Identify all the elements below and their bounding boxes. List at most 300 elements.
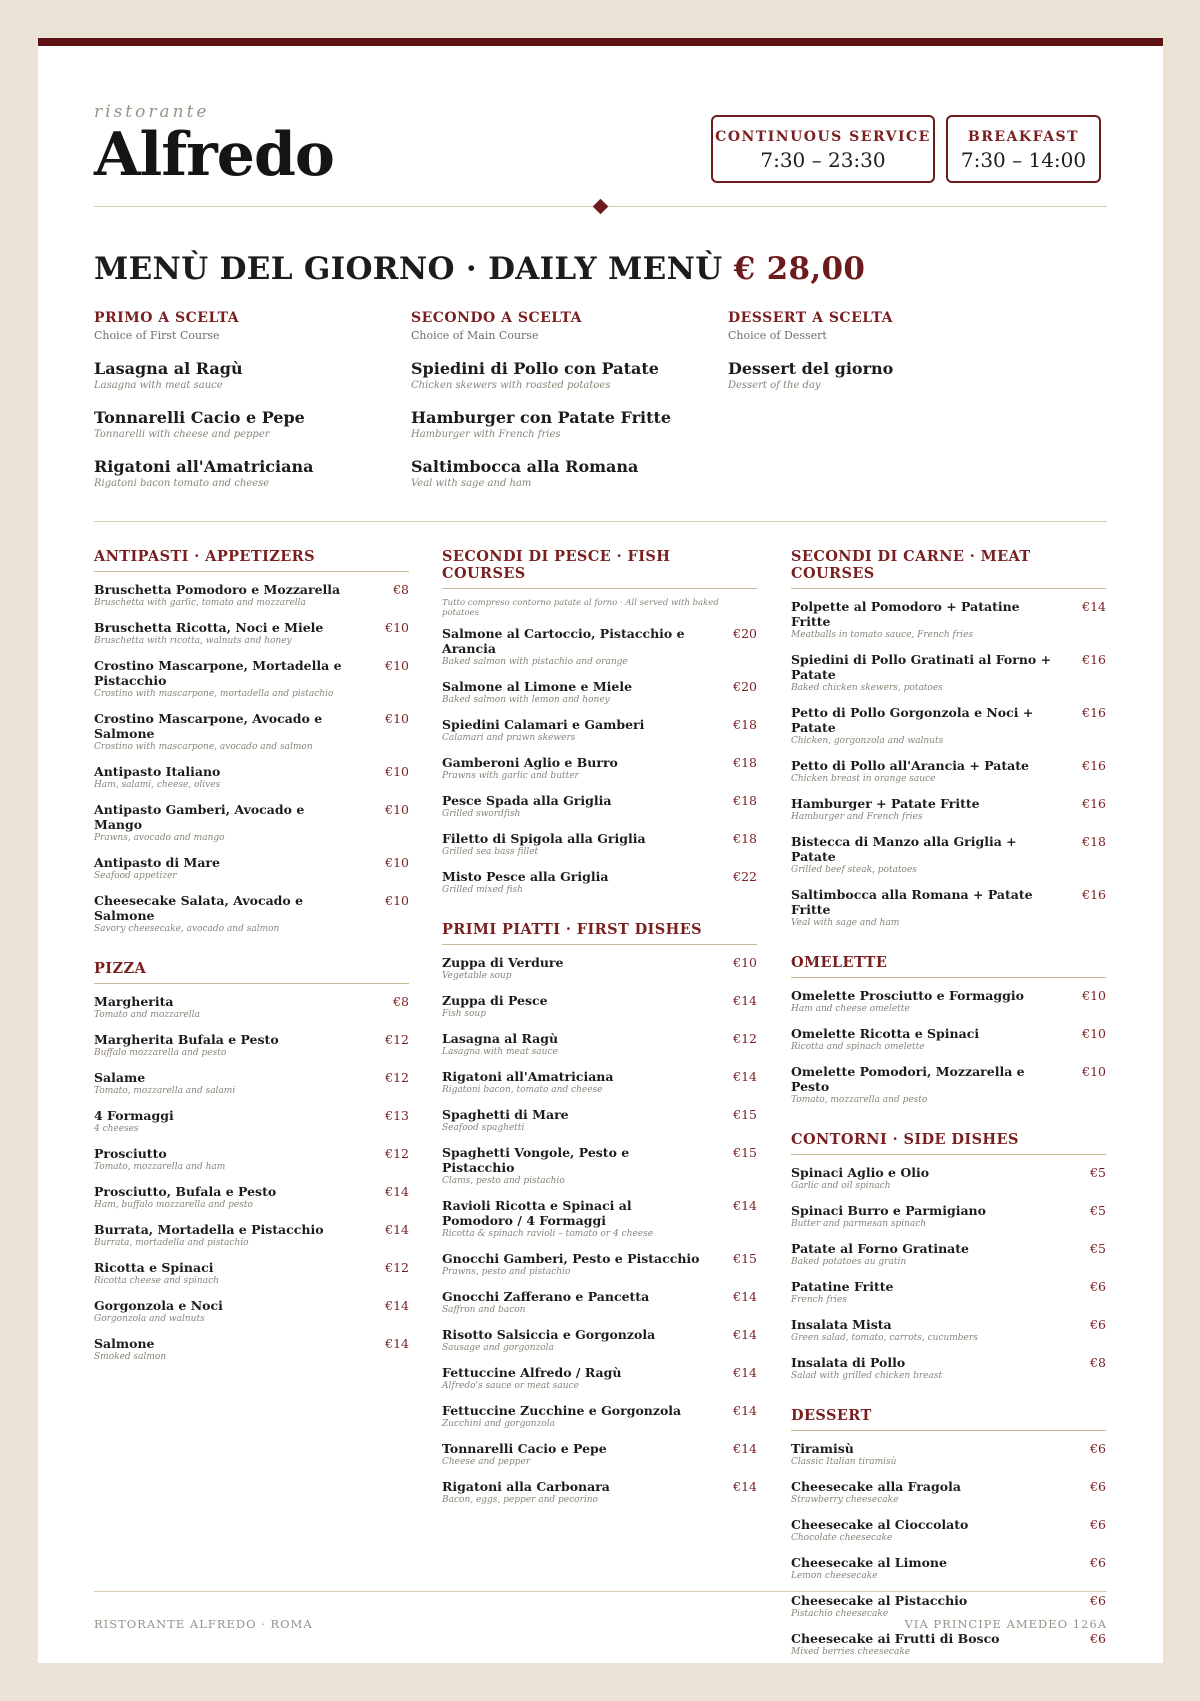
menu-item-price: €20 xyxy=(733,679,757,694)
section-title: DESSERT xyxy=(791,1407,1106,1431)
hours-label: BREAKFAST xyxy=(967,129,1080,145)
menu-item xyxy=(94,1032,409,1059)
menu-item-price: €14 xyxy=(385,1336,409,1351)
menu-item-price: €10 xyxy=(385,658,409,673)
menu-item-name: Spaghetti di Mare xyxy=(442,1107,569,1122)
menu-item xyxy=(94,1184,409,1211)
menu-item-text xyxy=(791,652,1053,694)
daily-dish xyxy=(94,359,414,391)
menu-item-price: €10 xyxy=(1082,1064,1106,1079)
menu-item-description: Ricotta cheese and spinach xyxy=(94,1276,219,1286)
menu-item xyxy=(442,1479,757,1506)
menu-item-description: Prawns, pesto and pistachio xyxy=(442,1267,571,1277)
menu-item-price: €15 xyxy=(733,1145,757,1160)
menu-item-price: €16 xyxy=(1082,796,1106,811)
daily-column-heading: SECONDO A SCELTA xyxy=(411,310,583,326)
menu-section xyxy=(442,921,757,1506)
menu-item-name: Spiedini di Pollo Gratinati al Forno + Patate xyxy=(791,652,1052,682)
menu-item-description: Prawns, avocado and mango xyxy=(94,833,225,843)
daily-dish xyxy=(411,359,731,391)
menu-item xyxy=(442,1107,757,1134)
menu-item-text xyxy=(791,1317,978,1344)
menu-item xyxy=(94,658,409,700)
menu-item xyxy=(94,711,409,753)
menu-item-name: Salmone al Limone e Miele xyxy=(442,679,633,694)
menu-item xyxy=(94,802,409,844)
menu-item xyxy=(94,1336,409,1363)
menu-item xyxy=(94,994,409,1021)
menu-item-name: Fettuccine Alfredo / Ragù xyxy=(442,1365,622,1380)
menu-item xyxy=(791,796,1106,823)
menu-item xyxy=(94,855,409,882)
menu-item-price: €12 xyxy=(385,1146,409,1161)
menu-item-name: Rigatoni alla Carbonara xyxy=(442,1479,610,1494)
menu-item-name: Crostino Mascarpone, Avocado e Salmone xyxy=(94,711,323,741)
menu-item xyxy=(442,955,757,982)
menu-item-name: Margherita Bufala e Pesto xyxy=(94,1032,279,1047)
menu-item-text xyxy=(791,1441,896,1468)
hours-continuous-service xyxy=(711,115,935,183)
menu-item-description: 4 cheeses xyxy=(94,1124,139,1134)
menu-item-description: Pistachio cheesecake xyxy=(791,1609,889,1619)
menu-item xyxy=(791,887,1106,929)
menu-item-text xyxy=(94,1146,225,1173)
menu-item xyxy=(94,1070,409,1097)
menu-item-price: €14 xyxy=(733,1479,757,1494)
menu-item xyxy=(94,1298,409,1325)
menu-item-name: Bistecca di Manzo alla Griglia + Patate xyxy=(791,834,1017,864)
menu-item-price: €5 xyxy=(1090,1165,1106,1180)
menu-item-text xyxy=(442,1441,607,1468)
menu-item-name: Misto Pesce alla Griglia xyxy=(442,869,609,884)
menu-item-text xyxy=(94,1032,279,1059)
menu-item-text xyxy=(94,994,200,1021)
menu-item-text xyxy=(94,620,323,647)
menu-item-description: French fries xyxy=(791,1295,847,1305)
menu-item-name: Patatine Fritte xyxy=(791,1279,894,1294)
menu-item-description: Ham, salami, cheese, olives xyxy=(94,780,221,790)
menu-section xyxy=(791,548,1106,929)
menu-item xyxy=(442,1441,757,1468)
menu-item-text xyxy=(94,1070,235,1097)
menu-item-text xyxy=(94,1336,166,1363)
menu-item-description: Vegetable soup xyxy=(442,971,512,981)
menu-item-text xyxy=(442,717,644,744)
menu-item-text xyxy=(791,1241,969,1268)
section-title: OMELETTE xyxy=(791,954,1106,978)
menu-item-text xyxy=(791,1517,968,1544)
menu-item-text xyxy=(442,1289,649,1316)
menu-item-name: Zuppa di Verdure xyxy=(442,955,564,970)
menu-item-name: Saltimbocca alla Romana + Patate Fritte xyxy=(791,887,1033,917)
menu-item-description: Hamburger and French fries xyxy=(791,812,923,822)
menu-item-description: Grilled sea bass fillet xyxy=(442,847,539,857)
menu-item-name: Omelette Pomodori, Mozzarella e Pesto xyxy=(791,1064,1025,1094)
menu-item-text xyxy=(442,755,618,782)
menu-item-name: Tonnarelli Cacio e Pepe xyxy=(442,1441,607,1456)
menu-item-text xyxy=(791,1479,961,1506)
menu-item-name: Polpette al Pomodoro + Patatine Fritte xyxy=(791,599,1020,629)
menu-item-text xyxy=(791,1355,942,1382)
section-title: PRIMI PIATTI · FIRST DISHES xyxy=(442,921,757,945)
dish-name: Saltimbocca alla Romana xyxy=(411,457,639,476)
menu-item-name: Zuppa di Pesce xyxy=(442,993,548,1008)
menu-item-description: Saffron and bacon xyxy=(442,1305,526,1315)
menu-item-text xyxy=(791,1064,1053,1106)
menu-item-text xyxy=(791,834,1053,876)
menu-item-price: €22 xyxy=(733,869,757,884)
menu-item-description: Grilled mixed fish xyxy=(442,885,523,895)
menu-item-text xyxy=(442,1069,613,1096)
menu-item-text xyxy=(442,793,611,820)
menu-item-description: Seafood appetizer xyxy=(94,871,177,881)
menu-item-text xyxy=(442,1251,700,1278)
menu-item-description: Garlic and oil spinach xyxy=(791,1181,891,1191)
menu-item-description: Fish soup xyxy=(442,1009,486,1019)
menu-item xyxy=(442,1251,757,1278)
menu-item-price: €14 xyxy=(733,993,757,1008)
menu-item-text xyxy=(94,658,356,700)
menu-item-price: €14 xyxy=(733,1365,757,1380)
menu-item-price: €10 xyxy=(385,802,409,817)
menu-item-text xyxy=(791,1555,947,1582)
daily-menu-price: € 28,00 xyxy=(733,251,866,287)
menu-item-description: Smoked salmon xyxy=(94,1352,167,1362)
menu-item-description: Grilled swordfish xyxy=(442,809,521,819)
section-spacer xyxy=(791,940,1106,954)
menu-item-description: Burrata, mortadella and pistachio xyxy=(94,1238,249,1248)
menu-item-name: Gamberoni Aglio e Burro xyxy=(442,755,618,770)
menu-item-name: Antipasto di Mare xyxy=(94,855,220,870)
menu-item xyxy=(791,1317,1106,1344)
hours-time: 7:30 – 14:00 xyxy=(960,148,1087,172)
menu-item-description: Green salad, tomato, carrots, cucumbers xyxy=(791,1333,978,1343)
menu-item-price: €18 xyxy=(733,831,757,846)
menu-item-description: Zucchini and gorgonzola xyxy=(442,1419,555,1429)
menu-item xyxy=(791,1241,1106,1268)
daily-column-heading: PRIMO A SCELTA xyxy=(94,310,240,326)
menu-item-text xyxy=(442,1145,704,1187)
brand-subtitle: ristorante xyxy=(94,102,210,122)
menu-item xyxy=(791,1026,1106,1053)
menu-item-name: Cheesecake al Pistacchio xyxy=(791,1593,968,1608)
section-spacer xyxy=(442,907,757,921)
menu-item-price: €14 xyxy=(385,1222,409,1237)
menu-item-description: Clams, pesto and pistachio xyxy=(442,1176,565,1186)
menu-item-text xyxy=(442,831,646,858)
footer-restaurant: RISTORANTE ALFREDO · ROMA xyxy=(94,1617,313,1631)
menu-item-description: Ricotta & spinach ravioli – tomato or 4 cheese xyxy=(442,1229,654,1239)
menu-item-text xyxy=(791,705,1053,747)
menu-item xyxy=(442,1327,757,1354)
menu-item-price: €6 xyxy=(1090,1479,1106,1494)
menu-item-text xyxy=(791,1203,986,1230)
menu-item-description: Chocolate cheesecake xyxy=(791,1533,893,1543)
dish-description: Hamburger with French fries xyxy=(411,429,561,440)
menu-item-name: Spinaci Aglio e Olio xyxy=(791,1165,930,1180)
menu-item xyxy=(791,1479,1106,1506)
menu-item-description: Ricotta and spinach omelette xyxy=(791,1042,925,1052)
menu-item-description: Veal with sage and ham xyxy=(791,918,900,928)
menu-item-name: Salmone al Cartoccio, Pistacchio e Arancia xyxy=(442,626,685,656)
menu-item-description: Seafood spaghetti xyxy=(442,1123,525,1133)
menu-item-text xyxy=(442,1031,558,1058)
section-note: Tutto compreso contorno patate al forno · All served with baked potatoes xyxy=(442,598,719,618)
menu-item-price: €18 xyxy=(733,717,757,732)
dish-name: Rigatoni all'Amatriciana xyxy=(94,457,314,476)
menu-section xyxy=(791,1131,1106,1382)
menu-item-description: Tomato and mozzarella xyxy=(94,1010,200,1020)
menu-item xyxy=(94,1146,409,1173)
menu-item-price: €13 xyxy=(385,1108,409,1123)
section-spacer xyxy=(791,1393,1106,1407)
menu-item-price: €14 xyxy=(733,1441,757,1456)
menu-item-name: Lasagna al Ragù xyxy=(442,1031,559,1046)
dish-name: Dessert del giorno xyxy=(728,359,894,378)
menu-item xyxy=(442,869,757,896)
section-spacer xyxy=(94,946,409,960)
menu-item-text xyxy=(442,626,704,668)
menu-item-description: Grilled beef steak, potatoes xyxy=(791,865,917,875)
menu-item-price: €8 xyxy=(393,994,409,1009)
menu-item-price: €12 xyxy=(385,1032,409,1047)
menu-item xyxy=(94,1260,409,1287)
menu-item-price: €14 xyxy=(733,1403,757,1418)
menu-item-description: Bruschetta with ricotta, walnuts and honey xyxy=(94,636,292,646)
menu-item-price: €16 xyxy=(1082,887,1106,902)
diamond-ornament-icon xyxy=(593,199,609,215)
menu-item-name: Antipasto Gamberi, Avocado e Mango xyxy=(94,802,305,832)
menu-item xyxy=(791,988,1106,1015)
menu-item-price: €10 xyxy=(1082,988,1106,1003)
menu-item-price: €6 xyxy=(1090,1517,1106,1532)
menu-item-price: €8 xyxy=(393,582,409,597)
menu-item xyxy=(442,755,757,782)
menu-item xyxy=(791,599,1106,641)
menu-item-description: Tomato, mozzarella and pesto xyxy=(791,1095,928,1105)
menu-item-price: €20 xyxy=(733,626,757,641)
menu-item-text xyxy=(442,679,632,706)
menu-item xyxy=(442,1289,757,1316)
menu-item-name: Insalata di Pollo xyxy=(791,1355,906,1370)
menu-item-name: Bruschetta Ricotta, Noci e Miele xyxy=(94,620,324,635)
menu-page xyxy=(38,38,1163,1663)
menu-item xyxy=(791,834,1106,876)
menu-item xyxy=(94,764,409,791)
section-title: SECONDI DI PESCE · FISH COURSES xyxy=(442,548,757,589)
menu-item-price: €6 xyxy=(1090,1593,1106,1608)
menu-item-description: Savory cheesecake, avocado and salmon xyxy=(94,924,280,934)
dish-description: Chicken skewers with roasted potatoes xyxy=(411,380,611,391)
menu-item xyxy=(791,1441,1106,1468)
menu-item-price: €5 xyxy=(1090,1241,1106,1256)
menu-item-name: Prosciutto xyxy=(94,1146,167,1161)
menu-item xyxy=(442,1403,757,1430)
menu-item-name: Ravioli Ricotta e Spinaci al Pomodoro / 4 Formaggi xyxy=(442,1198,632,1228)
menu-item-price: €5 xyxy=(1090,1203,1106,1218)
menu-item-text xyxy=(94,1108,174,1135)
menu-item-name: Omelette Ricotta e Spinaci xyxy=(791,1026,980,1041)
menu-item-text xyxy=(442,1198,704,1240)
menu-item-name: Hamburger + Patate Fritte xyxy=(791,796,980,811)
menu-item-name: Salame xyxy=(94,1070,146,1085)
menu-item-text xyxy=(791,796,980,823)
menu-item-text xyxy=(94,1222,324,1249)
menu-section xyxy=(94,548,409,935)
menu-item-price: €10 xyxy=(385,711,409,726)
restaurant-name: Alfredo xyxy=(94,120,334,190)
daily-menu-title xyxy=(94,251,865,287)
menu-item-text xyxy=(442,869,608,896)
menu-item-name: Cheesecake al Cioccolato xyxy=(791,1517,969,1532)
menu-item-text xyxy=(442,1479,610,1506)
menu-item-text xyxy=(442,1365,621,1392)
menu-item-price: €16 xyxy=(1082,758,1106,773)
daily-dish xyxy=(728,359,1048,391)
menu-item-name: Cheesecake ai Frutti di Bosco xyxy=(791,1631,1000,1646)
menu-item-price: €14 xyxy=(733,1198,757,1213)
menu-item-name: Gnocchi Gamberi, Pesto e Pistacchio xyxy=(442,1251,700,1266)
menu-item-text xyxy=(442,955,563,982)
menu-item-text xyxy=(791,758,1029,785)
menu-item-name: Antipasto Italiano xyxy=(94,764,221,779)
menu-item-price: €12 xyxy=(733,1031,757,1046)
hours-label: CONTINUOUS SERVICE xyxy=(715,129,931,145)
menu-item-name: Prosciutto, Bufala e Pesto xyxy=(94,1184,277,1199)
menu-item-description: Butter and parmesan spinach xyxy=(791,1219,927,1229)
menu-item-price: €14 xyxy=(385,1298,409,1313)
menu-item-description: Alfredo's sauce or meat sauce xyxy=(442,1381,579,1391)
menu-item-price: €6 xyxy=(1090,1631,1106,1646)
menu-item-name: Petto di Pollo Gorgonzola e Noci + Patate xyxy=(791,705,1034,735)
menu-item xyxy=(791,1631,1106,1658)
footer-divider xyxy=(94,1591,1107,1592)
menu-section xyxy=(442,548,757,896)
menu-item-name: Ricotta e Spinaci xyxy=(94,1260,214,1275)
menu-item-name: Fettuccine Zucchine e Gorgonzola xyxy=(442,1403,682,1418)
menu-item-description: Cheese and pepper xyxy=(442,1457,531,1467)
section-spacer xyxy=(791,1117,1106,1131)
menu-item-price: €15 xyxy=(733,1251,757,1266)
menu-item-text xyxy=(94,855,220,882)
menu-item xyxy=(791,1203,1106,1230)
menu-item xyxy=(94,1222,409,1249)
dish-description: Lasagna with meat sauce xyxy=(94,380,223,391)
menu-item-name: Rigatoni all'Amatriciana xyxy=(442,1069,614,1084)
menu-item-text xyxy=(94,1260,219,1287)
menu-item-text xyxy=(791,1279,893,1306)
menu-item-description: Bacon, eggs, pepper and pecorino xyxy=(442,1495,598,1505)
menu-item-name: Omelette Prosciutto e Formaggio xyxy=(791,988,1024,1003)
menu-item-price: €6 xyxy=(1090,1441,1106,1456)
menu-item-price: €14 xyxy=(733,1327,757,1342)
menu-item-description: Bruschetta with garlic, tomato and mozzarella xyxy=(94,598,306,608)
menu-item xyxy=(791,1555,1106,1582)
menu-item-price: €14 xyxy=(733,1289,757,1304)
menu-item-text xyxy=(94,802,356,844)
menu-item xyxy=(94,582,409,609)
daily-column-subheading: Choice of Dessert xyxy=(728,329,827,342)
menu-item-price: €14 xyxy=(733,1069,757,1084)
daily-column xyxy=(94,310,414,489)
menu-item-description: Lasagna with meat sauce xyxy=(442,1047,558,1057)
menu-item xyxy=(791,1064,1106,1106)
menu-item xyxy=(791,1165,1106,1192)
menu-section xyxy=(94,960,409,1363)
menu-item xyxy=(442,831,757,858)
menu-item xyxy=(442,993,757,1020)
menu-item-name: Burrata, Mortadella e Pistacchio xyxy=(94,1222,324,1237)
daily-dish xyxy=(94,408,414,440)
menu-item-description: Baked potatoes au gratin xyxy=(791,1257,907,1267)
menu-item-description: Chicken breast in orange sauce xyxy=(791,774,936,784)
menu-item-price: €10 xyxy=(385,893,409,908)
menu-item-description: Salad with grilled chicken breast xyxy=(791,1371,943,1381)
menu-item-price: €14 xyxy=(1082,599,1106,614)
dish-name: Tonnarelli Cacio e Pepe xyxy=(94,408,305,427)
menu-item-description: Crostino with mascarpone, avocado and salmon xyxy=(94,742,313,752)
section-title: ANTIPASTI · APPETIZERS xyxy=(94,548,409,572)
dish-description: Veal with sage and ham xyxy=(411,478,532,489)
menu-item-description: Mixed berries cheesecake xyxy=(791,1647,911,1657)
menu-item-price: €12 xyxy=(385,1260,409,1275)
menu-item xyxy=(94,893,409,935)
menu-item-text xyxy=(791,887,1053,929)
daily-column xyxy=(728,310,1048,391)
menu-item xyxy=(94,1108,409,1135)
menu-item-description: Crostino with mascarpone, mortadella and pistachio xyxy=(94,689,334,699)
menu-item-description: Chicken, gorgonzola and walnuts xyxy=(791,736,944,746)
menu-item xyxy=(442,793,757,820)
menu-item-name: Crostino Mascarpone, Mortadella e Pistacchio xyxy=(94,658,342,688)
dish-name: Spiedini di Pollo con Patate xyxy=(411,359,659,378)
menu-item-name: Margherita xyxy=(94,994,174,1009)
menu-item-description: Meatballs in tomato sauce, French fries xyxy=(791,630,973,640)
menu-item xyxy=(442,626,757,668)
menu-item-price: €10 xyxy=(733,955,757,970)
menu-item-price: €18 xyxy=(733,755,757,770)
daily-column-subheading: Choice of Main Course xyxy=(411,329,539,342)
menu-item-description: Lemon cheesecake xyxy=(791,1571,878,1581)
menu-item-description: Tomato, mozzarella and ham xyxy=(94,1162,226,1172)
menu-item-name: Cheesecake alla Fragola xyxy=(791,1479,961,1494)
menu-item xyxy=(442,1198,757,1240)
menu-item-price: €8 xyxy=(1090,1355,1106,1370)
menu-item-text xyxy=(791,1026,979,1053)
daily-column xyxy=(411,310,731,489)
daily-menu-heading: MENÙ DEL GIORNO · DAILY MENÙ xyxy=(94,251,723,287)
menu-column xyxy=(442,548,757,1517)
menu-item-name: Tiramisù xyxy=(791,1441,854,1456)
menu-item xyxy=(791,758,1106,785)
menu-item-name: Gnocchi Zafferano e Pancetta xyxy=(442,1289,650,1304)
menu-item-description: Prawns with garlic and butter xyxy=(442,771,579,781)
menu-item-price: €16 xyxy=(1082,705,1106,720)
menu-item xyxy=(442,1365,757,1392)
menu-item-price: €6 xyxy=(1090,1317,1106,1332)
menu-item-name: Pesce Spada alla Griglia xyxy=(442,793,612,808)
menu-item-name: Petto di Pollo all'Arancia + Patate xyxy=(791,758,1029,773)
dish-description: Dessert of the day xyxy=(728,380,821,391)
menu-item-text xyxy=(791,1593,967,1620)
daily-dish xyxy=(411,408,731,440)
menu-item-name: Spiedini Calamari e Gamberi xyxy=(442,717,645,732)
menu-column xyxy=(791,548,1106,1669)
menu-item-name: 4 Formaggi xyxy=(94,1108,174,1123)
menu-item-text xyxy=(94,711,356,753)
menu-item-text xyxy=(442,1107,569,1134)
menu-item-description: Sausage and gorgonzola xyxy=(442,1343,554,1353)
